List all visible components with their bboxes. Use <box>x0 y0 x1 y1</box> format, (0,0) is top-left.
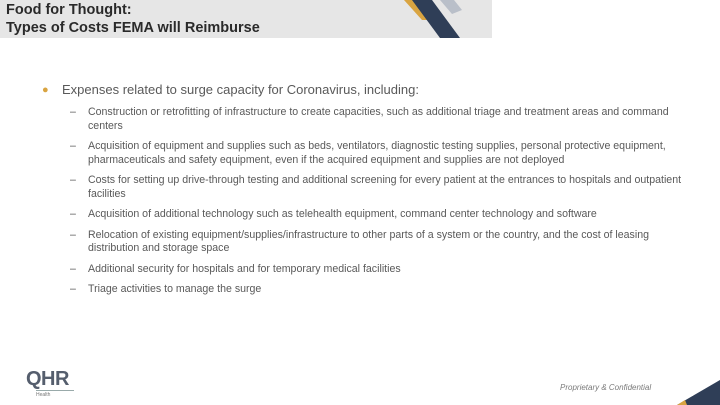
main-bullet <box>42 82 682 98</box>
dash-icon: – <box>70 262 76 275</box>
corner-chevron-graphic <box>398 0 492 38</box>
slide-title <box>6 1 260 37</box>
dash-icon: – <box>70 208 76 220</box>
dash-icon: – <box>70 140 76 152</box>
sub-bullet <box>42 229 682 256</box>
sub-bullet-text: Construction or retrofitting of infrastructure to create capacities, such as additional triage and treatment areas and command centers <box>88 106 669 132</box>
sub-bullet-text: Costs for setting up drive-through testing and additional screening for every patient at the entrances to hospitals and outpatient facilities <box>88 174 682 200</box>
page-number: 43 <box>686 391 694 398</box>
slide-body <box>42 82 682 304</box>
title-line-2: Types of Costs FEMA will Reimburse <box>6 20 260 36</box>
bullet-dot-icon: ● <box>42 84 49 96</box>
sub-bullet <box>42 208 682 222</box>
logo-text: QHR <box>26 368 69 390</box>
sub-bullet-text: Acquisition of additional technology such as telehealth equipment, command center technology and software <box>88 208 597 220</box>
sub-bullet <box>42 283 682 297</box>
sub-bullet <box>42 174 682 201</box>
dash-icon: – <box>70 228 76 241</box>
dash-icon: – <box>70 283 76 295</box>
dash-icon: – <box>70 106 76 118</box>
dash-icon: – <box>70 174 76 186</box>
logo-underline <box>36 390 74 391</box>
sub-bullet-list <box>42 106 682 297</box>
logo-subtext: Health <box>36 392 51 398</box>
title-line-1: Food for Thought: <box>6 2 132 18</box>
sub-bullet-text: Triage activities to manage the surge <box>88 283 262 295</box>
sub-bullet <box>42 263 682 277</box>
sub-bullet <box>42 106 682 133</box>
sub-bullet-text: Additional security for hospitals and for temporary medical facilities <box>88 262 401 275</box>
main-bullet-text: Expenses related to surge capacity for Coronavirus, including: <box>62 82 419 97</box>
confidential-notice: Proprietary & Confidential <box>560 383 652 392</box>
sub-bullet-text: Relocation of existing equipment/supplies/infrastructure to other parts of a system or the country, and the cost of leasing distribution and storage space <box>88 228 649 254</box>
page-number-badge <box>677 380 720 405</box>
sub-bullet <box>42 140 682 167</box>
qhr-logo <box>26 368 78 402</box>
sub-bullet-text: Acquisition of equipment and supplies such as beds, ventilators, diagnostic testing supplies, personal protective equipment, pharmaceuticals and safety equipment, even if the acquired equipment and supplies are not deployed <box>88 140 666 166</box>
